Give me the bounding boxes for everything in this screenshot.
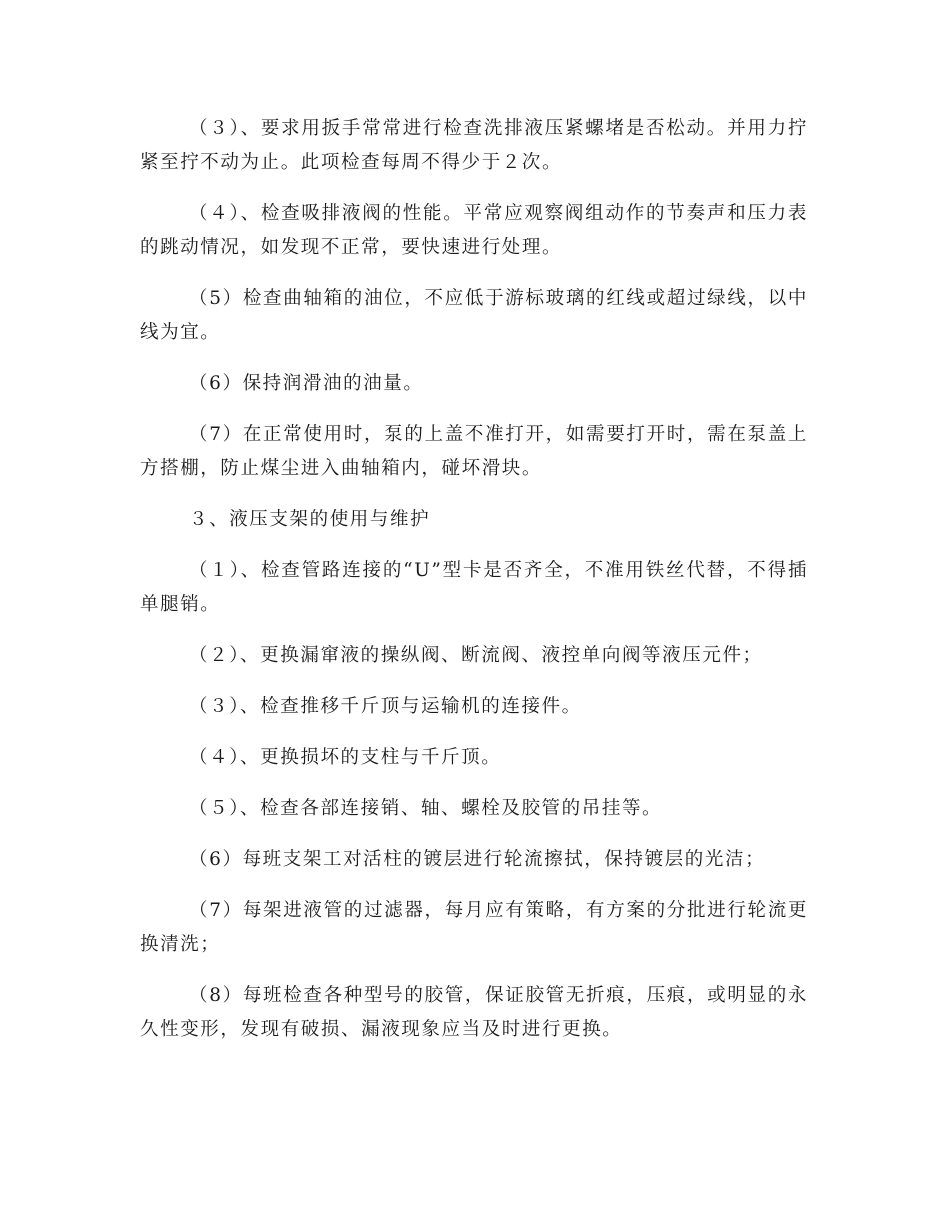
- paragraph-lubricant-amount: （6）保持润滑油的油量。: [189, 373, 424, 394]
- paragraph-replace-prop: （４）、更换损坏的支柱与千斤顶。: [189, 747, 502, 768]
- paragraph-hose-inspection: （8）每班检查各种型号的胶管，保证胶管无折痕，压痕，或明显的永久性变形，发现有破损、漏液现象应当及时进行更换。: [140, 985, 808, 1040]
- paragraph-u-clip-check: （１）、检查管路连接的“U”型卡是否齐全，不准用铁丝代替，不得插单腿销。: [140, 560, 808, 615]
- paragraph-filter-replace: （7）每架进液管的过滤器，每月应有策略，有方案的分批进行轮流更换清洗；: [140, 900, 808, 955]
- paragraph-crankcase-oil-level: （5）检查曲轴箱的油位，不应低于游标玻璃的红线或超过绿线，以中线为宜。: [140, 288, 808, 343]
- paragraph-pins-bolts: （５）、检查各部连接销、轴、螺栓及胶管的吊挂等。: [189, 798, 663, 819]
- document-body: [140, 112, 808, 1064]
- section-heading-hydraulic-support: ３、液压支架的使用与维护: [189, 509, 431, 530]
- paragraph-plating-wipe: （6）每班支架工对活柱的镀层进行轮流擦拭，保持镀层的光洁；: [189, 849, 766, 870]
- paragraph-pump-plug-check: （３）、要求用扳手常常进行检查洗排液压紧螺堵是否松动。并用力拧紧至拧不动为止。此项检查每周不得少于２次。: [140, 118, 808, 173]
- paragraph-jack-connector: （３）、检查推移千斤顶与运输机的连接件。: [189, 696, 582, 717]
- paragraph-replace-valves: （２）、更换漏窜液的操纵阀、断流阀、液控单向阀等液压元件；: [189, 645, 763, 666]
- paragraph-valve-performance: （４）、检查吸排液阀的性能。平常应观察阀组动作的节奏声和压力表的跳动情况，如发现不正常，要快速进行处理。: [140, 203, 808, 258]
- paragraph-pump-cover: （7）在正常使用时，泵的上盖不准打开，如需要打开时，需在泵盖上方搭棚，防止煤尘进入曲轴箱内，碰坏滑块。: [140, 424, 808, 479]
